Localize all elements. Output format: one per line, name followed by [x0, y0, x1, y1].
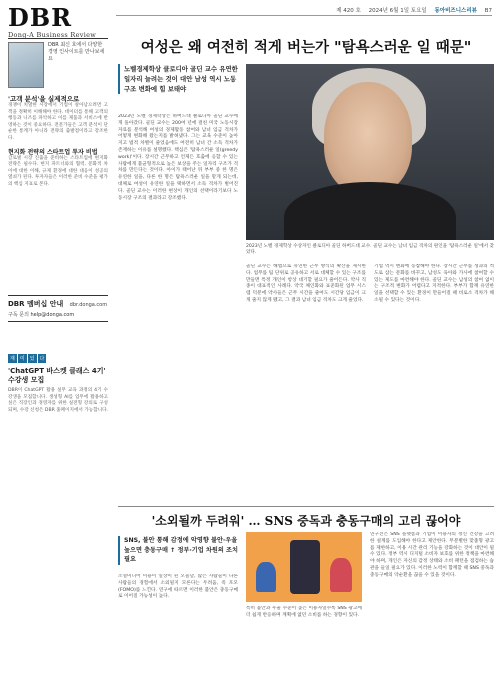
illustration-figure-left [256, 562, 276, 592]
issue-date: 2024년 6월 1일 토요일 [368, 8, 427, 14]
column-body: 경쟁이 치열한 시장에서 기업이 살아남으려면 고객을 정확히 이해해야 한다. 데이터를 통해 고객의 행동과 니즈를 파악하고 이를 제품과 서비스에 반영하는 것이 중요하다. 전문가들은 고객 분석이 단순한 통계가 아니라 전략의 출발점이라고 강조한다. [8, 103, 108, 141]
column-title: '고객 분석'을 실제적으로 [8, 95, 80, 103]
membership-contact: 구독 문의 help@donga.com [8, 312, 75, 318]
issue-bar [116, 6, 492, 16]
article-column-2: 골딘 교수는 해법으로 유연한 근무 방식의 확산을 제시한다. 업무를 팀 단위로 공유하고 서로 대체할 수 있는 구조를 만들면 특정 개인이 항상 대기할 필요가 줄어든다. 약사 직종이 대표적인 사례다. 약국 체인화와 표준화된 업무 시스템 덕분에 약사들은 근무 시간을 줄여도 시간당 임금이 크게 줄지 않게 됐고, 그 결과 남녀 임금 격차도 크게 줄었다. [246, 264, 366, 303]
tag: 미 [19, 356, 25, 362]
event-title: 'ChatGPT 바스켓 클래스 4기' 수강생 모집 [8, 367, 106, 384]
main-deck: 노벨경제학상 클로디아 골딘 교수 유연한 일자리 늘려는 것이 대안 남성 역시 노동구조 변화에 힘 보태야 [118, 64, 238, 94]
main-headline: 여성은 왜 여전히 적게 버는가 "탐욕스러운 일 때문" [140, 39, 472, 56]
section-divider [118, 506, 494, 507]
membership-box[interactable] [8, 295, 108, 322]
article-column-1: 2023년 노벨 경제학상은 하버드대 클로디아 골딘 교수에게 돌아갔다. 골딘 교수는 200여 년에 걸친 미국 노동시장 자료를 분석해 여성의 경제활동 참여와 남녀 임금 격차가 어떻게 변화해 왔는지를 밝혀냈다. 그는 교육 수준이 높아지고 법적 차별이 줄었음에도 여전히 남녀 간 소득 격차가 존재하는 이유를 설명했다. 핵심은 '탐욕스러운 일(greedy work)'이다. 장시간 근무하고 언제든 호출에 응할 수 있는 사람에게 불균형적으로 높은 보상을 주는 일자리 구조가 격차를 만든다는 것이다. 아이가 태어난 뒤 부부 중 한 명은 유연한 일을, 다른 한 명은 탐욕스러운 일을 맡게 되는데, 대체로 여성이 유연한 일을 택하면서 소득 격차가 벌어진다. 골딘 교수는 이러한 현상이 개인의 선택이라기보다 노동시장 구조의 결과라고 강조했다. [118, 114, 238, 201]
magazine-cover-image [8, 42, 44, 88]
issue-number: 제 420 호 [336, 8, 361, 14]
column-body-2: 글로벌 시장 진출을 준비하는 스타트업에 현지화 전략은 필수다. 현지 파트너와의 협력, 문화적 차이에 대한 이해, 규제 환경에 대한 대응이 성공의 열쇠가 된다. 투자자들은 이러한 준비 수준을 평가의 핵심 지표로 본다. [8, 155, 108, 187]
membership-url[interactable]: dbr.donga.com [69, 302, 108, 308]
second-column-1: 소셜미디어 이용이 일상이 된 오늘날, 많은 사람들이 다른 사람들의 경험에서 소외될지 모른다는 두려움, 즉 포모(FOMO)를 느낀다. 연구에 따르면 이러한 불안은 충동구매로 이어질 가능성이 높다. [118, 574, 238, 600]
sns-illustration [246, 532, 362, 602]
tag: 재 [10, 356, 15, 362]
photo-caption: 2023년 노벨 경제학상 수상자인 클로디아 골딘 하버드대 교수. 골딘 교수는 남녀 임금 격차의 원인을 '탐욕스러운 일'에서 찾았다. [246, 244, 494, 256]
column-subtitle: 현지화 전략의 스타트업 투자 비법 [8, 148, 98, 156]
promo-text: DBR 최신 호에서 다양한 경영 인사이트를 만나보세요 [48, 42, 105, 62]
tagline: Dong-A Business Review [8, 31, 97, 39]
event-notice [8, 354, 108, 414]
logo: DBR [8, 3, 73, 32]
masthead [8, 3, 97, 39]
phone-icon [290, 540, 320, 594]
main-article-body [118, 114, 494, 510]
tag: 다 [39, 356, 45, 362]
membership-title [8, 299, 108, 309]
article-column-3: 기업 역시 변화에 동참해야 한다. 장시간 근무를 성과의 척도로 삼는 문화를 바꾸고, 남성도 육아와 가사에 참여할 수 있는 제도를 마련해야 한다. 골딘 교수는 남성의 참여 없이는 구조적 변화가 어렵다고 지적한다. 부부가 함께 유연한 일을 선택할 수 있는 환경이 만들어질 때 비로소 격차가 해소될 수 있다는 것이다. [374, 264, 494, 303]
section-name: 동아비즈니스리뷰 [434, 8, 477, 14]
second-column-3: 연구진은 SNS 플랫폼과 기업이 이용자의 정신 건강을 고려한 설계를 도입해야 한다고 제안한다. 무분별한 맞춤형 광고를 제한하고, 이용 시간 관리 기능을 강화하는 것이 대안이 될 수 있다. 정부 역시 디지털 소비자 보호를 위한 정책을 마련해야 하며, 개인은 자신의 감정 상태와 소비 패턴을 점검하는 습관을 들일 필요가 있다. 이러한 노력이 함께할 때 SNS 중독과 충동구매의 악순환을 끊을 수 있을 것이다. [370, 532, 494, 578]
second-column-2: 특히 불안과 우울 수준이 높은 이용자일수록 SNS 광고에 더 쉽게 반응하며 계획에 없던 소비를 하는 경향이 있다. [246, 606, 362, 618]
membership-title-text: DBR 멤버십 안내 [8, 300, 64, 308]
event-body: DBR이 ChatGPT 활용 실무 교육 과정의 4기 수강생을 모집합니다. 생성형 AI를 업무에 활용하고 싶은 직장인과 경영자를 위한 실전형 강의로 구성되며, 수강 신청은 DBR 홈페이지에서 가능합니다. [8, 388, 108, 413]
left-column [8, 38, 108, 189]
tag: 있 [29, 356, 35, 362]
second-headline: '소외될까 두려워' … SNS 중독과 충동구매의 고리 끊어야 [151, 514, 461, 528]
promo-box[interactable] [8, 38, 108, 88]
illustration-figure-right [330, 558, 352, 592]
second-deck: SNS, 불안 통해 감정에 악영향 불안·우울 높으면 충동구매 ↑ 정부·기업 차원의 조치 필요 [118, 536, 238, 565]
tag-row [8, 354, 108, 363]
page-number: B7 [484, 8, 492, 14]
